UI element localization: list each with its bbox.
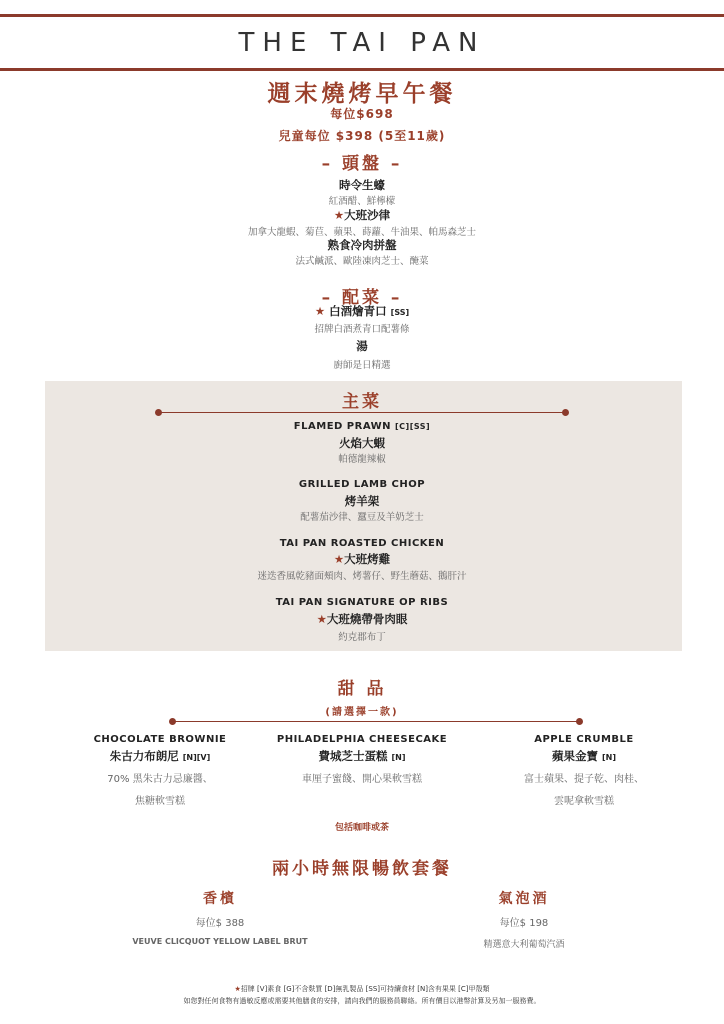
- drink-sparkling: [414, 888, 634, 950]
- main-desc: 迷迭香風乾豬面頰肉、烤薯仔、野生蘑菇、鵝肝汁: [257, 571, 467, 582]
- footer-notice: 如您對任何食物有過敏反應或需要其他膳食的安排，請向我們的服務員聯絡。所有價目以港幣計算及另加一服務費。: [183, 997, 541, 1005]
- star-icon: ★: [234, 985, 241, 993]
- dessert-brownie: [70, 734, 250, 807]
- main-desc: 配薯茄沙律、蠶豆及羊奶芝士: [300, 512, 424, 523]
- desserts-sub: (請選擇一款): [325, 707, 399, 718]
- desserts-divider: [172, 721, 580, 722]
- side-tags: [SS]: [390, 308, 410, 317]
- starters-heading: – 頭盤 –: [321, 154, 403, 174]
- starter-name: 時令生蠔: [339, 178, 385, 192]
- main-name: [0, 611, 724, 627]
- star-icon: ★: [314, 304, 326, 318]
- divider-dot: [562, 409, 569, 416]
- dessert-name: [268, 748, 456, 764]
- drink-name: 氣泡酒: [498, 891, 550, 907]
- dessert-en: APPLE CRUMBLE: [534, 734, 634, 745]
- star-icon: ★: [333, 208, 345, 222]
- sides-heading: – 配菜 –: [321, 288, 403, 308]
- main-tags: [C][SS]: [395, 422, 431, 431]
- starter-name: 熟食冷肉拼盤: [327, 238, 397, 252]
- mains-divider: [158, 412, 566, 413]
- brand-title: THE TAI PAN: [238, 28, 486, 58]
- divider-dot: [169, 718, 176, 725]
- dessert-tags: [N][V]: [182, 753, 211, 762]
- star-icon: ★: [333, 552, 345, 566]
- coffee-note: 包括咖啡或茶: [334, 823, 389, 833]
- divider-dot: [155, 409, 162, 416]
- main-desc: 約克郡布丁: [338, 632, 386, 643]
- dessert-desc: 富士蘋果、提子乾、肉桂、: [524, 774, 644, 785]
- main-en-text: FLAMED PRAWN: [293, 421, 392, 432]
- dessert-name-text: 蘋果金寶: [551, 749, 598, 763]
- star-icon: ★: [316, 612, 327, 626]
- main-en: TAI PAN SIGNATURE OP RIBS: [275, 597, 449, 608]
- main-desc: 帕德龍辣椒: [338, 454, 386, 465]
- dessert-tags: [N]: [391, 753, 406, 762]
- main-name-text: 大班烤雞: [344, 552, 391, 566]
- adult-price: 每位$698: [330, 107, 394, 121]
- dessert-en: CHOCOLATE BROWNIE: [93, 734, 227, 745]
- starter-desc: 紅酒醋、鮮檸檬: [328, 196, 396, 207]
- desserts-heading: 甜 品: [337, 679, 387, 699]
- dessert-name: [494, 748, 674, 764]
- main-en: [0, 421, 724, 432]
- child-price: 兒童每位 $398 (5至11歲): [278, 129, 446, 143]
- side-name: [0, 303, 724, 319]
- footer-legend: [0, 984, 724, 994]
- dessert-desc: 70% 黑朱古力忌廉醬、: [107, 774, 213, 785]
- dessert-name: [70, 748, 250, 764]
- meal-title: 週末燒烤早午餐: [267, 81, 457, 107]
- dessert-en: PHILADELPHIA CHEESECAKE: [276, 734, 448, 745]
- dessert-tags: [N]: [602, 753, 617, 762]
- side-desc: 招牌白酒煮青口配薯條: [314, 324, 410, 335]
- dessert-cheesecake: [268, 734, 456, 785]
- dessert-desc: 車厘子蜜餞、開心果軟雪糕: [302, 774, 422, 785]
- header-rule-bottom: [0, 68, 724, 71]
- drink-price: 每位$ 388: [195, 918, 245, 929]
- drink-name: 香檳: [203, 891, 237, 907]
- main-name: [0, 551, 724, 567]
- starter-desc: 法式鹹派、歐陸凍肉芝士、醃菜: [295, 256, 429, 267]
- main-name-text: 大班燒帶骨肉眼: [326, 612, 408, 626]
- main-name: 烤羊架: [344, 494, 380, 508]
- dessert-crumble: [494, 734, 674, 807]
- drink-champagne: [110, 888, 330, 946]
- mains-heading: 主菜: [342, 392, 382, 412]
- footer-legend-text: 招牌 [V]素食 [G]不含麩質 [D]無乳製品 [SS]可持續食材 [N]含有果果 [C]甲殼類: [240, 985, 490, 993]
- main-name: 火焰大蝦: [339, 436, 385, 450]
- starter-name: [0, 207, 724, 223]
- main-en: TAI PAN ROASTED CHICKEN: [279, 538, 445, 549]
- header-rule-top: [0, 14, 724, 17]
- starter-name-text: 大班沙律: [344, 208, 391, 222]
- main-en: GRILLED LAMB CHOP: [298, 479, 426, 490]
- drink-price: 每位$ 198: [499, 918, 549, 929]
- side-name: 湯: [356, 339, 368, 353]
- dessert-desc: 焦糖軟雪糕: [135, 796, 185, 807]
- dessert-desc: 雲呢拿軟雪糕: [554, 796, 614, 807]
- side-desc: 廚師是日精選: [333, 360, 391, 371]
- starter-desc: 加拿大龍蝦、菊苣、蘋果、蒔蘿、牛油果、帕馬森芝士: [247, 227, 476, 238]
- side-name-text: 白酒燴青口: [329, 304, 387, 318]
- dessert-name-text: 費城芝士蛋糕: [318, 749, 388, 763]
- drinks-heading: 兩小時無限暢飲套餐: [272, 859, 452, 879]
- drink-desc: 精選意大利葡萄汽酒: [483, 940, 565, 950]
- dessert-name-text: 朱古力布朗尼: [109, 749, 179, 763]
- drink-desc: VEUVE CLICQUOT YELLOW LABEL BRUT: [132, 937, 308, 946]
- divider-dot: [576, 718, 583, 725]
